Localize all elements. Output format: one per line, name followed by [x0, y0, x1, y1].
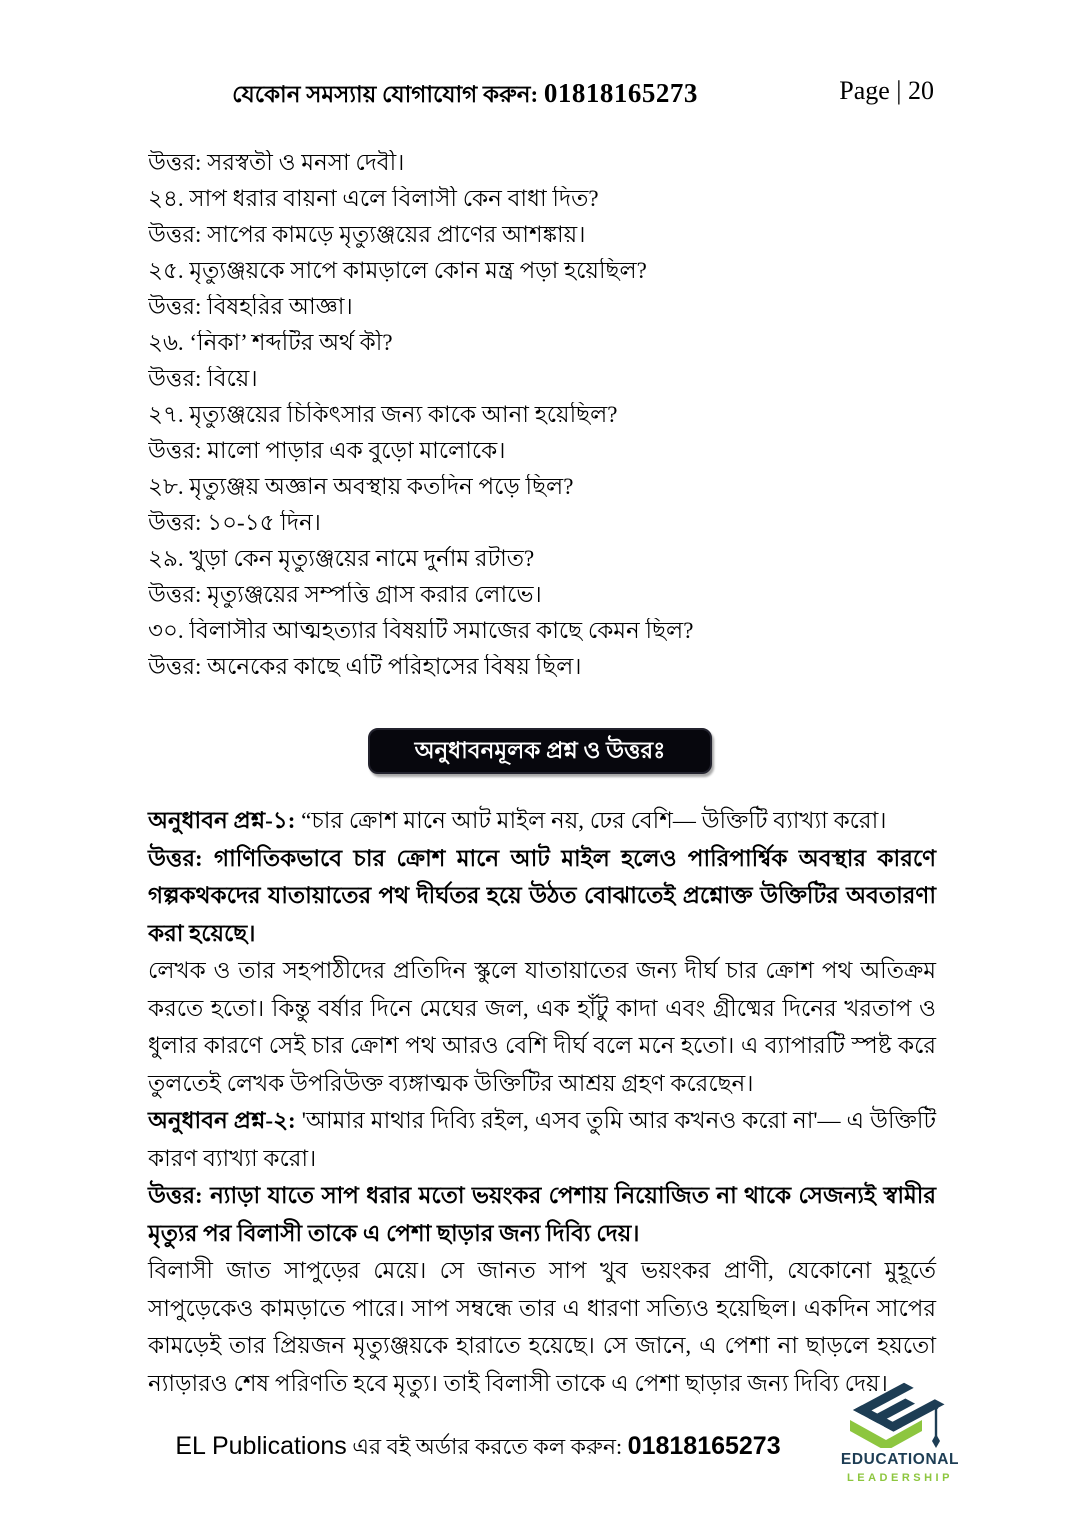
logo-wordmark-educational: EDUCATIONAL: [840, 1451, 960, 1468]
comprehension-answer-1-lead: উত্তর: গাণিতিকভাবে চার ক্রোশ মানে আট মাইল হলেও পারিপার্শ্বিক অবস্থার কারণে গল্পকথকদের যাতায়াতের পথ দীর্ঘতর হয়ে উঠত বোঝাতেই প্রশ্নোক্ত উক্তিটির অবতারণা করা হয়েছে।: [148, 845, 936, 946]
section-banner-title: অনুধাবনমূলক প্রশ্ন ও উত্তরঃ: [414, 737, 666, 763]
header-contact-label: যেকোন সমস্যায় যোগাযোগ করুন:: [232, 82, 544, 107]
comprehension-section: [148, 802, 936, 1402]
qa-question-line: ২৪. সাপ ধরার বায়না এলে বিলাসী কেন বাধা দিত?: [148, 186, 599, 211]
comprehension-answer-1-body: লেখক ও তার সহপাঠীদের প্রতিদিন স্কুলে যাতায়াতের জন্য দীর্ঘ চার ক্রোশ পথ অতিক্রম করতে হতো। কিন্তু বর্ষার দিনে মেঘের জল, এক হাঁটু কাদা এবং গ্রীষ্মের দিনের খরতাপ ও ধুলার কারণে সেই চার ক্রোশ পথ আরও বেশি দীর্ঘ বলে মনে হতো। এ ব্যাপারটি স্পষ্ট করে তুলতেই লেখক উপরিউক্ত ব্যঙ্গাত্মক উক্তিটির আশ্রয় গ্রহণ করেছেন।: [148, 958, 936, 1096]
qa-question-line: ২৯. খুড়া কেন মৃত্যুঞ্জয়ের নামে দুর্নাম রটাত?: [148, 546, 535, 571]
qa-section: [148, 150, 936, 690]
comprehension-question-1-label: অনুধাবন প্রশ্ন-১:: [148, 808, 296, 833]
comprehension-question-1: [148, 802, 936, 840]
qa-answer-line: উত্তর: মৃত্যুঞ্জয়ের সম্পত্তি গ্রাস করার লোভে।: [148, 582, 542, 607]
qa-answer-line: উত্তর: বিষহরির আজ্ঞা।: [148, 294, 353, 319]
qa-question-line: ২৫. মৃত্যুঞ্জয়কে সাপে কামড়ালে কোন মন্ত্র পড়া হয়েছিল?: [148, 258, 647, 283]
page-header: [0, 76, 1080, 116]
qa-answer-line: উত্তর: সাপের কামড়ে মৃত্যুঞ্জয়ের প্রাণের আশঙ্কায়।: [148, 222, 586, 247]
qa-question-line: ৩০. বিলাসীর আত্মহত্যার বিষয়টি সমাজের কাছে কেমন ছিল?: [148, 618, 694, 643]
footer-phone-number: 01818165273: [627, 1432, 781, 1460]
header-contact-number: 01818165273: [543, 78, 698, 108]
header-contact: [0, 76, 930, 115]
comprehension-answer-2-lead: উত্তর: ন্যাড়া যাতে সাপ ধরার মতো ভয়ংকর পেশায় নিয়োজিত না থাকে সেজন্যই স্বামীর মৃত্যুর পর বিলাসী তাকে এ পেশা ছাড়ার জন্য দিব্যি দেয়।: [148, 1183, 936, 1246]
logo-wordmark-leadership: LEADERSHIP: [847, 1472, 953, 1484]
qa-question-line: ২৮. মৃত্যুঞ্জয় অজ্ঞান অবস্থায় কতদিন পড়ে ছিল?: [148, 474, 574, 499]
page-number: Page | 20: [839, 76, 934, 105]
qa-answer-line: উত্তর: সরস্বতী ও মনসা দেবী।: [148, 150, 405, 175]
publisher-name: EL Publications: [175, 1432, 347, 1460]
qa-answer-line: উত্তর: অনেকের কাছে এটি পরিহাসের বিষয় ছিল।: [148, 654, 582, 679]
comprehension-question-2-text: 'আমার মাথার দিব্যি রইল, এসব তুমি আর কখনও করো না'— এ উক্তিটি কারণ ব্যাখ্যা করো।: [148, 1108, 937, 1171]
qa-question-line: ২৭. মৃত্যুঞ্জয়ের চিকিৎসার জন্য কাকে আনা হয়েছিল?: [148, 402, 618, 427]
comprehension-question-2-label: অনুধাবন প্রশ্ন-২:: [148, 1108, 296, 1133]
section-banner: [368, 728, 712, 774]
comprehension-question-2: [148, 1102, 936, 1177]
page-footer: [148, 1430, 808, 1467]
qa-answer-line: উত্তর: ১০-১৫ দিন।: [148, 510, 321, 535]
el-publications-logo: [835, 1382, 965, 1484]
graduation-cap-icon: [848, 1382, 952, 1448]
qa-answer-line: উত্তর: মালো পাড়ার এক বুড়ো মালোকে।: [148, 438, 506, 463]
qa-answer-line: উত্তর: বিয়ে।: [148, 366, 258, 391]
order-call-text: এর বই অর্ডার করতে কল করুন:: [346, 1434, 628, 1459]
comprehension-question-1-text: “চার ক্রোশ মানে আট মাইল নয়, ঢের বেশি— উক্তিটি ব্যাখ্যা করো।: [295, 808, 887, 833]
qa-question-line: ২৬. ‘নিকা’ শব্দটির অর্থ কী?: [148, 330, 393, 355]
comprehension-answer-2-body: বিলাসী জাত সাপুড়ের মেয়ে। সে জানত সাপ খুব ভয়ংকর প্রাণী, যেকোনো মুহূর্তে সাপুড়েকেও কামড়াতে পারে। সাপ সম্বন্ধে তার এ ধারণা সত্যিও হয়েছিল। একদিন সাপের কামড়েই তার প্রিয়জন মৃত্যুঞ্জয়কে হারাতে হয়েছে। সে জানে, এ পেশা না ছাড়লে হয়তো ন্যাড়ারও শেষ পরিণতি হবে মৃত্যু। তাই বিলাসী তাকে এ পেশা ছাড়ার জন্য দিব্যি দেয়।: [148, 1258, 936, 1396]
